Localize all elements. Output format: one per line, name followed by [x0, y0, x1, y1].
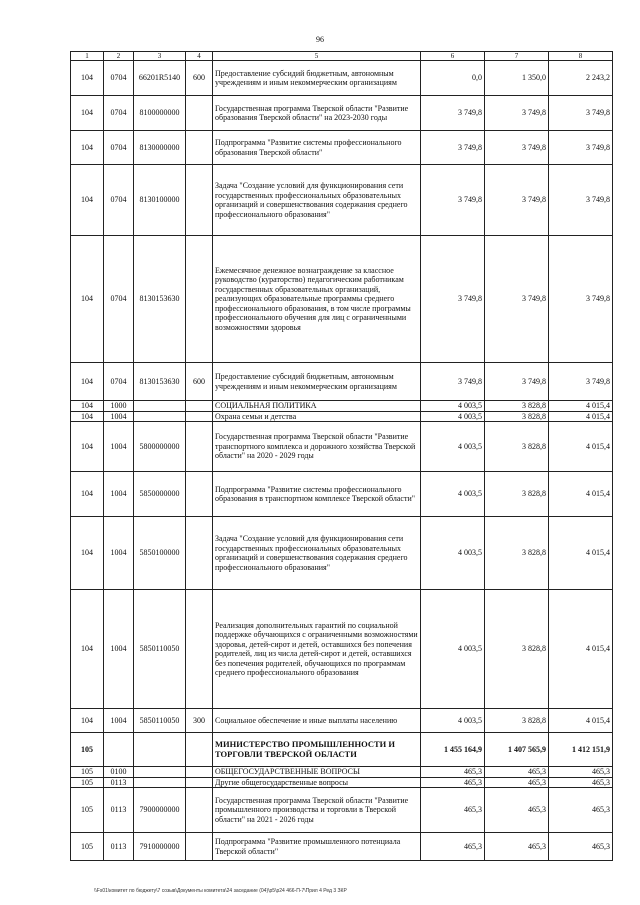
amount-2024-cell: 3 749,8: [421, 165, 485, 236]
amount-2026-cell: 4 015,4: [549, 590, 613, 709]
admin-code-cell: 104: [71, 61, 104, 96]
description-cell: Охрана семьи и детства: [213, 411, 421, 422]
table-row: [71, 517, 613, 590]
amount-2024-cell: 1 455 164,9: [421, 733, 485, 767]
expense-type-cell: [186, 517, 213, 590]
target-code-cell: 5850100000: [134, 517, 186, 590]
expense-type-cell: [186, 590, 213, 709]
amount-2024-cell: 465,3: [421, 767, 485, 778]
admin-code-cell: 104: [71, 472, 104, 517]
section-code-cell: [104, 733, 134, 767]
description-cell: Другие общегосударственные вопросы: [213, 777, 421, 788]
admin-code-cell: 104: [71, 165, 104, 236]
target-code-cell: 5850110050: [134, 709, 186, 733]
amount-2025-cell: 465,3: [485, 833, 549, 861]
amount-2026-cell: 465,3: [549, 833, 613, 861]
admin-code-cell: 105: [71, 833, 104, 861]
amount-2024-cell: 4 003,5: [421, 517, 485, 590]
section-code-cell: 1004: [104, 517, 134, 590]
amount-2024-cell: 4 003,5: [421, 709, 485, 733]
table-row: [71, 96, 613, 131]
description-cell: Государственная программа Тверской области "Развитие транспортного комплекса и дорожного хозяйства Тверской области" на 2020 - 2029 годы: [213, 422, 421, 472]
page-number: 96: [316, 35, 324, 44]
table-row: [71, 131, 613, 165]
expense-type-cell: [186, 236, 213, 363]
table-row: [71, 777, 613, 788]
section-code-cell: 0704: [104, 363, 134, 401]
expense-type-cell: 600: [186, 61, 213, 96]
expense-type-cell: [186, 788, 213, 833]
section-code-cell: 0704: [104, 96, 134, 131]
amount-2025-cell: 3 749,8: [485, 236, 549, 363]
amount-2025-cell: 465,3: [485, 767, 549, 778]
table-row: [71, 363, 613, 401]
amount-2024-cell: 3 749,8: [421, 363, 485, 401]
admin-code-cell: 104: [71, 401, 104, 412]
section-code-cell: 1004: [104, 422, 134, 472]
description-cell: Подпрограмма "Развитие промышленного потенциала Тверской области": [213, 833, 421, 861]
table-row: [71, 411, 613, 422]
admin-code-cell: 104: [71, 131, 104, 165]
budget-table: [70, 51, 613, 861]
column-number: 3: [134, 52, 186, 61]
section-code-cell: 0113: [104, 833, 134, 861]
expense-type-cell: [186, 833, 213, 861]
amount-2026-cell: 3 749,8: [549, 131, 613, 165]
description-cell: Предоставление субсидий бюджетным, автономным учреждениям и иным некоммерческим организациям: [213, 363, 421, 401]
target-code-cell: 8130153630: [134, 236, 186, 363]
amount-2025-cell: 3 749,8: [485, 363, 549, 401]
file-path-footer: \\Fs01\комитет по бюджету\7 созыв\Документы комитета\24 заседание (04)\р5\р24 466-П-7\Прил 4 Ред 3 ЗКР: [94, 888, 347, 894]
amount-2024-cell: 4 003,5: [421, 411, 485, 422]
admin-code-cell: 105: [71, 733, 104, 767]
description-cell: Подпрограмма "Развитие системы профессионального образования в транспортном комплексе Тверской области": [213, 472, 421, 517]
admin-code-cell: 104: [71, 422, 104, 472]
target-code-cell: 8130100000: [134, 165, 186, 236]
description-cell: Ежемесячное денежное вознаграждение за классное руководство (кураторство) педагогическим работникам государственных образовательных организаций, реализующих образовательные программы среднего профессионального образования, в том числе программы профессионального обучения для лиц с ограниченными возможностями здоровья: [213, 236, 421, 363]
description-cell: Подпрограмма "Развитие системы профессионального образования Тверской области": [213, 131, 421, 165]
admin-code-cell: 104: [71, 236, 104, 363]
description-cell: Государственная программа Тверской области "Развитие образования Тверской области" на 2023-2030 годы: [213, 96, 421, 131]
expense-type-cell: [186, 767, 213, 778]
amount-2026-cell: 4 015,4: [549, 422, 613, 472]
target-code-cell: [134, 401, 186, 412]
admin-code-cell: 104: [71, 363, 104, 401]
table-row: [71, 767, 613, 778]
amount-2025-cell: 3 828,8: [485, 517, 549, 590]
amount-2025-cell: 465,3: [485, 788, 549, 833]
expense-type-cell: [186, 472, 213, 517]
target-code-cell: 7900000000: [134, 788, 186, 833]
admin-code-cell: 105: [71, 777, 104, 788]
amount-2025-cell: 465,3: [485, 777, 549, 788]
target-code-cell: 8100000000: [134, 96, 186, 131]
amount-2026-cell: 4 015,4: [549, 709, 613, 733]
amount-2024-cell: 3 749,8: [421, 236, 485, 363]
amount-2026-cell: 4 015,4: [549, 472, 613, 517]
description-cell: Задача "Создание условий для функционирования сети государственных профессиональных образовательных организаций и совершенствования содержания среднего профессионального образования": [213, 517, 421, 590]
expense-type-cell: [186, 165, 213, 236]
amount-2025-cell: 3 828,8: [485, 590, 549, 709]
amount-2024-cell: 4 003,5: [421, 590, 485, 709]
table-row: [71, 236, 613, 363]
amount-2026-cell: 4 015,4: [549, 411, 613, 422]
table-row: [71, 472, 613, 517]
amount-2024-cell: 3 749,8: [421, 96, 485, 131]
description-cell: Государственная программа Тверской области "Развитие промышленного производства и торговли в Тверской области" на 2021 - 2026 годы: [213, 788, 421, 833]
amount-2026-cell: 465,3: [549, 767, 613, 778]
section-code-cell: 1004: [104, 709, 134, 733]
expense-type-cell: [186, 131, 213, 165]
amount-2025-cell: 1 350,0: [485, 61, 549, 96]
admin-code-cell: 104: [71, 709, 104, 733]
description-cell: СОЦИАЛЬНАЯ ПОЛИТИКА: [213, 401, 421, 412]
amount-2025-cell: 3 828,8: [485, 472, 549, 517]
table-row: [71, 422, 613, 472]
description-cell: Задача "Создание условий для функционирования сети государственных профессиональных образовательных организаций и совершенствования содержания среднего профессионального образования": [213, 165, 421, 236]
amount-2026-cell: 3 749,8: [549, 236, 613, 363]
amount-2025-cell: 3 749,8: [485, 131, 549, 165]
admin-code-cell: 104: [71, 96, 104, 131]
section-code-cell: 0704: [104, 236, 134, 363]
table-row: [71, 61, 613, 96]
expense-type-cell: [186, 96, 213, 131]
admin-code-cell: 104: [71, 411, 104, 422]
target-code-cell: 8130153630: [134, 363, 186, 401]
column-number: 8: [549, 52, 613, 61]
amount-2024-cell: 3 749,8: [421, 131, 485, 165]
table-row: [71, 401, 613, 412]
admin-code-cell: 105: [71, 788, 104, 833]
amount-2024-cell: 465,3: [421, 777, 485, 788]
column-number: 5: [213, 52, 421, 61]
amount-2025-cell: 3 828,8: [485, 422, 549, 472]
expense-type-cell: [186, 422, 213, 472]
admin-code-cell: 105: [71, 767, 104, 778]
amount-2026-cell: 3 749,8: [549, 165, 613, 236]
target-code-cell: [134, 767, 186, 778]
amount-2024-cell: 4 003,5: [421, 401, 485, 412]
target-code-cell: [134, 733, 186, 767]
expense-type-cell: 300: [186, 709, 213, 733]
expense-type-cell: 600: [186, 363, 213, 401]
column-number: 4: [186, 52, 213, 61]
amount-2024-cell: 4 003,5: [421, 422, 485, 472]
table-row: [71, 833, 613, 861]
expense-type-cell: [186, 411, 213, 422]
target-code-cell: 66201R5140: [134, 61, 186, 96]
admin-code-cell: 104: [71, 517, 104, 590]
section-code-cell: 0100: [104, 767, 134, 778]
description-cell: Реализация дополнительных гарантий по социальной поддержке обучающихся с ограниченными возможностями здоровья, детей-сирот и детей, оставшихся без попечения родителей, лиц из числа детей-сирот и детей, оставшихся без попечения родителей, обучающихся по программам среднего профессионального образования: [213, 590, 421, 709]
target-code-cell: 8130000000: [134, 131, 186, 165]
target-code-cell: 5850110050: [134, 590, 186, 709]
description-cell: Предоставление субсидий бюджетным, автономным учреждениям и иным некоммерческим организациям: [213, 61, 421, 96]
column-number: 7: [485, 52, 549, 61]
amount-2026-cell: 2 243,2: [549, 61, 613, 96]
column-number: 6: [421, 52, 485, 61]
amount-2025-cell: 3 828,8: [485, 709, 549, 733]
description-cell: ОБЩЕГОСУДАРСТВЕННЫЕ ВОПРОСЫ: [213, 767, 421, 778]
description-cell: Социальное обеспечение и иные выплаты населению: [213, 709, 421, 733]
target-code-cell: 7910000000: [134, 833, 186, 861]
table-row: [71, 165, 613, 236]
section-code-cell: 1004: [104, 472, 134, 517]
section-code-cell: 1004: [104, 411, 134, 422]
table-row: [71, 709, 613, 733]
target-code-cell: 5850000000: [134, 472, 186, 517]
column-number: 1: [71, 52, 104, 61]
amount-2026-cell: 4 015,4: [549, 517, 613, 590]
amount-2026-cell: 465,3: [549, 777, 613, 788]
section-code-cell: 0704: [104, 61, 134, 96]
admin-code-cell: 104: [71, 590, 104, 709]
amount-2026-cell: 3 749,8: [549, 363, 613, 401]
amount-2024-cell: 465,3: [421, 833, 485, 861]
amount-2025-cell: 3 828,8: [485, 411, 549, 422]
section-code-cell: 0704: [104, 165, 134, 236]
amount-2025-cell: 3 749,8: [485, 165, 549, 236]
column-number: 2: [104, 52, 134, 61]
section-code-cell: 1000: [104, 401, 134, 412]
section-code-cell: 0113: [104, 777, 134, 788]
target-code-cell: [134, 411, 186, 422]
amount-2025-cell: 1 407 565,9: [485, 733, 549, 767]
section-code-cell: 0704: [104, 131, 134, 165]
amount-2026-cell: 1 412 151,9: [549, 733, 613, 767]
table-row: [71, 590, 613, 709]
amount-2025-cell: 3 828,8: [485, 401, 549, 412]
amount-2024-cell: 465,3: [421, 788, 485, 833]
target-code-cell: [134, 777, 186, 788]
expense-type-cell: [186, 777, 213, 788]
column-number-row: [71, 52, 613, 61]
amount-2026-cell: 465,3: [549, 788, 613, 833]
amount-2024-cell: 0,0: [421, 61, 485, 96]
amount-2026-cell: 4 015,4: [549, 401, 613, 412]
expense-type-cell: [186, 401, 213, 412]
section-code-cell: 0113: [104, 788, 134, 833]
amount-2025-cell: 3 749,8: [485, 96, 549, 131]
amount-2026-cell: 3 749,8: [549, 96, 613, 131]
target-code-cell: 5800000000: [134, 422, 186, 472]
table-row: [71, 733, 613, 767]
amount-2024-cell: 4 003,5: [421, 472, 485, 517]
section-code-cell: 1004: [104, 590, 134, 709]
table-row: [71, 788, 613, 833]
expense-type-cell: [186, 733, 213, 767]
description-cell: МИНИСТЕРСТВО ПРОМЫШЛЕННОСТИ И ТОРГОВЛИ ТВЕРСКОЙ ОБЛАСТИ: [213, 733, 421, 767]
